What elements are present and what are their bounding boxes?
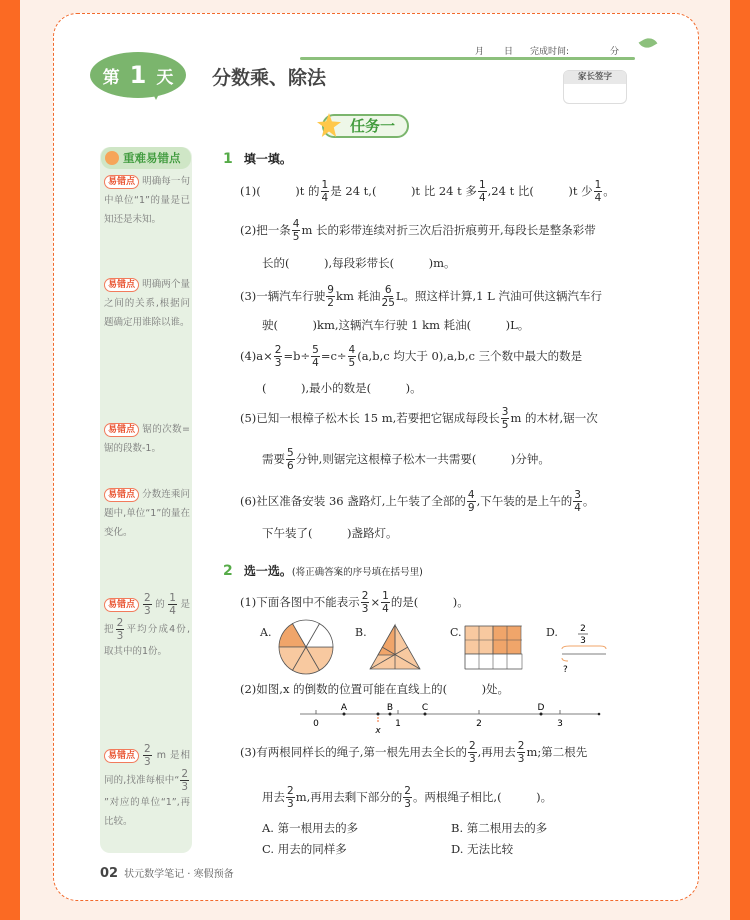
figure-a-circle bbox=[279, 620, 333, 674]
point-label: A bbox=[340, 703, 348, 713]
text-segment: ( ),最小的数是( )。 bbox=[262, 381, 422, 395]
note bbox=[104, 420, 190, 458]
question-line bbox=[240, 215, 596, 245]
numerator: 1 bbox=[594, 178, 602, 191]
denominator: 3 bbox=[144, 605, 151, 617]
question-line bbox=[240, 341, 582, 371]
option-c[interactable]: C. 用去的同样多 bbox=[262, 842, 347, 856]
denominator: 5 bbox=[292, 230, 300, 243]
denominator: 3 bbox=[144, 756, 151, 768]
option-d[interactable]: D. 无法比较 bbox=[451, 842, 514, 856]
text-segment: 长的( ),每段彩带长( )m。 bbox=[262, 256, 456, 270]
tick-label: 0 bbox=[313, 719, 319, 729]
error-tag: 易错点 bbox=[104, 488, 139, 502]
numerator: 3 bbox=[574, 488, 581, 501]
denominator: 3 bbox=[361, 602, 369, 615]
denominator: 3 bbox=[287, 797, 294, 810]
fraction bbox=[180, 768, 189, 793]
denominator: 3 bbox=[274, 356, 282, 369]
note bbox=[104, 172, 190, 229]
text-segment: (1)下面各图中不能表示 bbox=[240, 595, 360, 609]
numerator: 5 bbox=[312, 343, 319, 356]
denominator: 25 bbox=[381, 296, 395, 309]
denominator: 4 bbox=[478, 191, 486, 204]
numerator: 6 bbox=[384, 283, 392, 296]
note bbox=[104, 743, 190, 831]
text-segment: ,再用去 bbox=[477, 745, 516, 759]
denominator: 4 bbox=[594, 191, 602, 204]
text-segment: (2)如图,x 的倒数的位置可能在直线上的( )处。 bbox=[240, 682, 510, 696]
error-tag: 易错点 bbox=[104, 278, 139, 292]
fig-d-numerator: 2 bbox=[580, 624, 586, 634]
fraction bbox=[286, 447, 295, 472]
right-border bbox=[730, 0, 750, 920]
footer bbox=[100, 865, 234, 881]
text-segment: ,24 t 比( )t 少 bbox=[487, 184, 593, 198]
question-line bbox=[240, 176, 615, 206]
numerator: 2 bbox=[116, 617, 124, 629]
numerator: 5 bbox=[287, 446, 294, 459]
numerator: 4 bbox=[467, 488, 475, 501]
figure-label: C. bbox=[450, 626, 462, 639]
text-segment: 下午装了( )盏路灯。 bbox=[262, 526, 398, 540]
note bbox=[104, 592, 190, 661]
numerator: 2 bbox=[144, 592, 151, 604]
day-badge bbox=[90, 52, 186, 98]
figure-c-grid bbox=[465, 626, 522, 669]
text-segment: (3)一辆汽车行驶 bbox=[240, 289, 326, 303]
section-1-heading bbox=[223, 148, 292, 167]
numerator: 2 bbox=[404, 784, 411, 797]
fraction bbox=[292, 218, 301, 243]
denominator: 4 bbox=[312, 356, 319, 369]
figures bbox=[270, 615, 615, 680]
page-title: 分数乘、除法 bbox=[212, 67, 327, 89]
question-line bbox=[262, 310, 529, 340]
error-tag: 易错点 bbox=[104, 598, 139, 612]
text-segment: 是 24 t,( )t 比 24 t 多 bbox=[330, 184, 477, 198]
section-hint: (将正确答案的序号填在括号里) bbox=[291, 567, 423, 578]
fraction bbox=[381, 590, 390, 615]
numerator: 2 bbox=[361, 589, 369, 602]
fraction bbox=[361, 590, 370, 615]
number-line bbox=[295, 698, 605, 738]
section-title: 选一选。 bbox=[243, 564, 292, 578]
denominator: 3 bbox=[116, 630, 124, 642]
fraction bbox=[517, 740, 526, 765]
text-segment: m 长的彩带连续对折三次后沿折痕剪开,每段长是整条彩带 bbox=[301, 223, 596, 237]
fraction bbox=[403, 785, 412, 810]
text-segment: ”对应的单位“1”,再比较。 bbox=[104, 797, 190, 827]
question-line bbox=[240, 403, 598, 433]
point-label: D bbox=[537, 703, 545, 713]
numerator: 2 bbox=[468, 739, 476, 752]
text-segment: m 的木材,锯一次 bbox=[510, 411, 598, 425]
text-segment: m 是相同的,找准每根中“ bbox=[104, 750, 190, 786]
parent-sign-label: 家长签字 bbox=[564, 71, 626, 84]
denominator: 9 bbox=[467, 501, 475, 514]
fraction bbox=[382, 284, 395, 309]
section-number: 2 bbox=[223, 563, 233, 579]
text-segment: 平均分成4份,取其中的1份。 bbox=[104, 624, 190, 657]
day-prefix: 第 bbox=[102, 67, 120, 88]
text-segment: 分钟,则锯完这根樟子松木一共需要( )分钟。 bbox=[295, 452, 550, 466]
mascot-icon bbox=[105, 151, 119, 165]
parent-sign-box[interactable] bbox=[563, 70, 627, 104]
question-line bbox=[262, 782, 552, 812]
option-b[interactable]: B. 第二根用去的多 bbox=[451, 821, 548, 835]
text-segment: 分数连乘问题中,单位“1”的量在变化。 bbox=[104, 489, 190, 538]
numerator: 2 bbox=[144, 743, 151, 755]
header-line bbox=[300, 57, 635, 60]
denominator: 4 bbox=[321, 191, 329, 204]
fraction bbox=[573, 489, 582, 514]
tick-label: 3 bbox=[557, 719, 563, 729]
sidebar-title: 重难易错点 bbox=[101, 147, 191, 169]
text-segment: 。 bbox=[603, 184, 615, 198]
numerator: 3 bbox=[501, 405, 509, 418]
numerator: 1 bbox=[478, 178, 486, 191]
numerator: 2 bbox=[287, 784, 294, 797]
error-tag: 易错点 bbox=[104, 749, 139, 763]
figure-label: B. bbox=[355, 626, 367, 639]
text-segment: (a,b,c 均大于 0),a,b,c 三个数中最大的数是 bbox=[357, 349, 583, 363]
fraction bbox=[321, 179, 330, 204]
denominator: 3 bbox=[517, 752, 525, 765]
text-segment: km 耗油 bbox=[335, 289, 381, 303]
time-label: 完成时间: bbox=[530, 47, 570, 57]
fraction bbox=[348, 344, 357, 369]
fraction bbox=[311, 344, 320, 369]
text-segment: 锯的次数=锯的段数-1。 bbox=[104, 424, 190, 454]
text-segment: 驶( )km,这辆汽车行驶 1 km 耗油( )L。 bbox=[262, 318, 530, 332]
denominator: 3 bbox=[181, 781, 188, 793]
numerator: 4 bbox=[348, 343, 356, 356]
section-2-heading bbox=[223, 560, 423, 579]
denominator: 5 bbox=[348, 356, 356, 369]
text-segment: =c÷ bbox=[320, 349, 347, 363]
question-line bbox=[262, 373, 422, 403]
question-line bbox=[240, 737, 587, 767]
figure-d-bar bbox=[562, 624, 606, 675]
denominator: 5 bbox=[501, 418, 509, 431]
figure-b-triangle bbox=[370, 625, 420, 669]
text-segment: 明确每一句中单位“1”的量是已知还是未知。 bbox=[104, 176, 190, 225]
tick-label: 2 bbox=[476, 719, 482, 729]
text-segment: 。两根绳子相比,( )。 bbox=[412, 790, 553, 804]
text-segment: (3)有两根同样长的绳子,第一根先用去全长的 bbox=[240, 745, 467, 759]
text-segment: 用去 bbox=[262, 790, 285, 804]
text-segment: 需要 bbox=[262, 452, 285, 466]
question-line bbox=[262, 444, 550, 474]
fig-d-question: ? bbox=[563, 665, 568, 675]
fig-d-denominator: 3 bbox=[580, 636, 586, 646]
denominator: 4 bbox=[169, 605, 176, 617]
fraction bbox=[116, 617, 125, 642]
numerator: 2 bbox=[181, 768, 188, 780]
text-segment: 的 bbox=[152, 599, 168, 610]
question-line bbox=[240, 587, 469, 617]
denominator: 3 bbox=[404, 797, 411, 810]
minutes-label: 分 bbox=[610, 47, 620, 57]
text-segment: (2)把一条 bbox=[240, 223, 291, 237]
left-border bbox=[0, 0, 20, 920]
fraction bbox=[478, 179, 487, 204]
task-badge: 任务一 bbox=[322, 114, 409, 138]
text-segment: (1)( )t 的 bbox=[240, 184, 320, 198]
numerator: 9 bbox=[327, 283, 334, 296]
question-line bbox=[262, 248, 456, 278]
point-label: C bbox=[421, 703, 429, 713]
fraction bbox=[467, 489, 476, 514]
note bbox=[104, 275, 190, 332]
numerator: 2 bbox=[274, 343, 282, 356]
denominator: 4 bbox=[382, 602, 389, 615]
numerator: 1 bbox=[321, 178, 329, 191]
text-segment: L。照这样计算,1 L 汽油可供这辆汽车行 bbox=[395, 289, 602, 303]
text-segment: =b÷ bbox=[283, 349, 311, 363]
figure-label: D. bbox=[546, 626, 558, 639]
text-segment: ,下午装的是上午的 bbox=[476, 494, 573, 508]
text-segment: × bbox=[370, 595, 381, 609]
note bbox=[104, 485, 190, 542]
question-line bbox=[240, 281, 602, 311]
numerator: 2 bbox=[517, 739, 525, 752]
day-label: 日 bbox=[504, 47, 514, 57]
error-tag: 易错点 bbox=[104, 175, 139, 189]
fraction bbox=[468, 740, 477, 765]
day-suffix: 天 bbox=[156, 67, 174, 88]
option-a[interactable]: A. 第一根用去的多 bbox=[262, 821, 359, 835]
text-segment: 。 bbox=[582, 494, 595, 508]
text-segment: m;第二根先 bbox=[526, 745, 588, 759]
numerator: 1 bbox=[169, 592, 176, 604]
book-title: 状元数学笔记 · 寒假预备 bbox=[124, 869, 234, 880]
denominator: 3 bbox=[468, 752, 476, 765]
denominator: 6 bbox=[287, 459, 294, 472]
denominator: 2 bbox=[327, 296, 334, 309]
text-segment: (6)社区准备安装 36 盏路灯,上午装了全部的 bbox=[240, 494, 466, 508]
fraction bbox=[286, 785, 295, 810]
denominator: 4 bbox=[574, 501, 581, 514]
text-segment: (4)a× bbox=[240, 349, 273, 363]
text-segment: 是把 bbox=[104, 599, 190, 635]
section-number: 1 bbox=[223, 151, 233, 167]
numerator: 1 bbox=[382, 589, 389, 602]
fraction bbox=[143, 592, 152, 617]
fraction bbox=[501, 406, 510, 431]
figure-label: A. bbox=[260, 626, 272, 639]
point-label: B bbox=[386, 703, 394, 713]
section-title: 填一填。 bbox=[243, 152, 292, 166]
fraction bbox=[168, 592, 177, 617]
text-segment: m,再用去剩下部分的 bbox=[295, 790, 403, 804]
fraction bbox=[274, 344, 283, 369]
fraction bbox=[143, 743, 152, 768]
text-segment: 的是( )。 bbox=[390, 595, 469, 609]
numerator: 4 bbox=[292, 217, 300, 230]
fraction bbox=[326, 284, 335, 309]
day-number: 1 bbox=[129, 61, 147, 89]
text-segment: 明确两个量之间的关系,根据问题确定用谁除以谁。 bbox=[104, 279, 190, 328]
month-label: 月 bbox=[475, 47, 485, 57]
fraction bbox=[594, 179, 603, 204]
error-tag: 易错点 bbox=[104, 423, 139, 437]
x-label: x bbox=[375, 726, 381, 736]
page-number: 02 bbox=[100, 866, 119, 881]
question-line bbox=[262, 518, 397, 548]
text-segment: (5)已知一根樟子松木长 15 m,若要把它锯成每段长 bbox=[240, 411, 500, 425]
question-line bbox=[240, 486, 594, 516]
tick-label: 1 bbox=[395, 719, 401, 729]
